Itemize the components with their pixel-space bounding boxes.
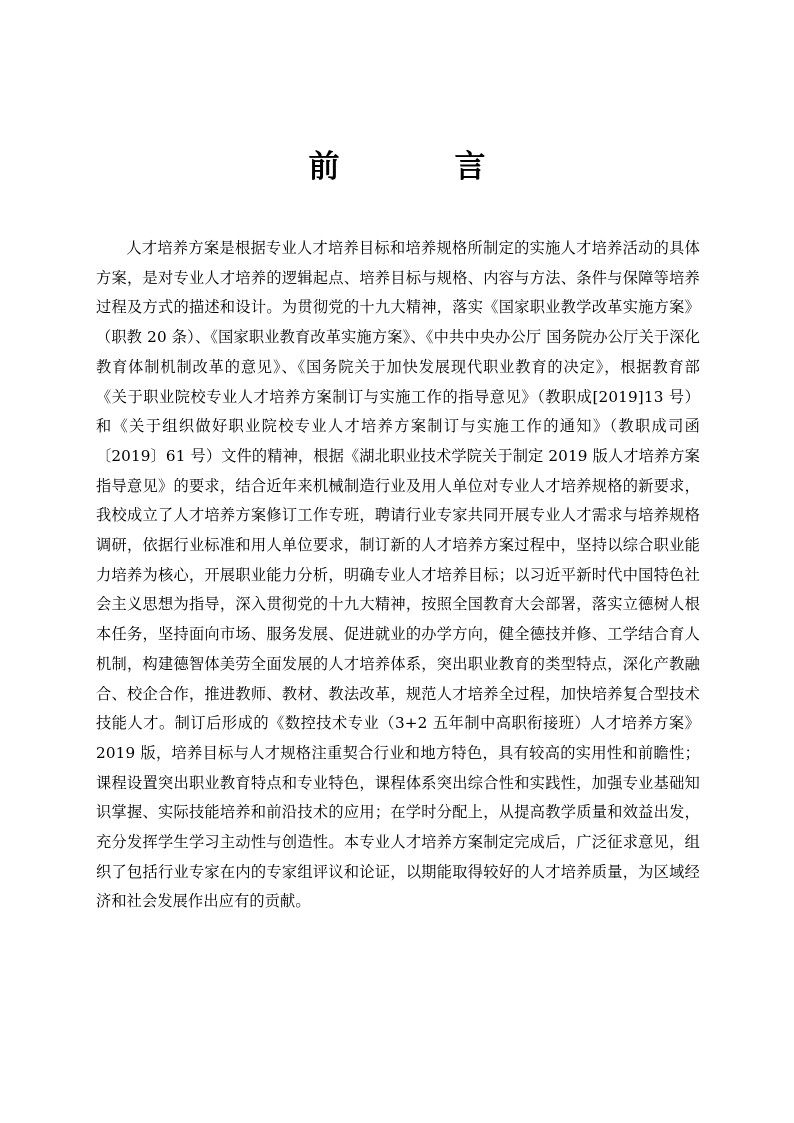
page-title: 前 言 [308,149,528,185]
preface-paragraph: 人才培养方案是根据专业人才培养目标和培养规格所制定的实施人才培养活动的具体方案，是对专业人才培养的逻辑起点、培养目标与规格、内容与方法、条件与保障等培养过程及方式的描述和设计。为贯彻党的十九大精神，落实《国家职业教学改革实施方案》（职教 20 条）、《国家职业教育改革实施方案》、《中共中央办公厅 国务院办公厅关于深化教育体制机制改革的意见》、《国务院关于加快发展现代职业教育的决定》，根据教育部《关于职业院校专业人才培养方案制订与实施工作的指导意见》（教职成[2019]13 号）和《关于组织做好职业院校专业人才培养方案制订与实施工作的通知》（教职成司函〔2019〕61 号）文件的精神，根据《湖北职业技术学院关于制定 2019 版人才培养方案指导意见》的要求，结合近年来机械制造行业及用人单位对专业人才培养规格的新要求，我校成立了人才培养方案修订工作专班，聘请行业专家共同开展专业人才需求与培养规格调研，依据行业标准和用人单位要求，制订新的人才培养方案过程中，坚持以综合职业能力培养为核心，开展职业能力分析，明确专业人才培养目标；以习近平新时代中国特色社会主义思想为指导，深入贯彻党的十九大精神，按照全国教育大会部署，落实立德树人根本任务，坚持面向市场、服务发展、促进就业的办学方向，健全德技并修、工学结合育人机制，构建德智体美劳全面发展的人才培养体系，突出职业教育的类型特点，深化产教融合、校企合作，推进教师、教材、教法改革，规范人才培养全过程，加快培养复合型技术技能人才。制订后形成的《数控技术专业（3+2 五年制中高职衔接班）人才培养方案》2019 版，培养目标与人才规格注重契合行业和地方特色，具有较高的实用性和前瞻性； 课程设置突出职业教育特点和专业特色，课程体系突出综合性和实践性，加强专业基础知识掌握、实际技能培养和前沿技术的应用；在学时分配上，从提高教学质量和效益出发，充分发挥学生学习主动性与创造性。本专业人才培养方案制定完成后，广泛征求意见，组织了包括行业专家在内的专家组评议和论证，以期能取得较好的人才培养质量，为区域经济和社会发展作出应有的贡献。 [96,239,700,911]
preface-body [96,234,700,917]
